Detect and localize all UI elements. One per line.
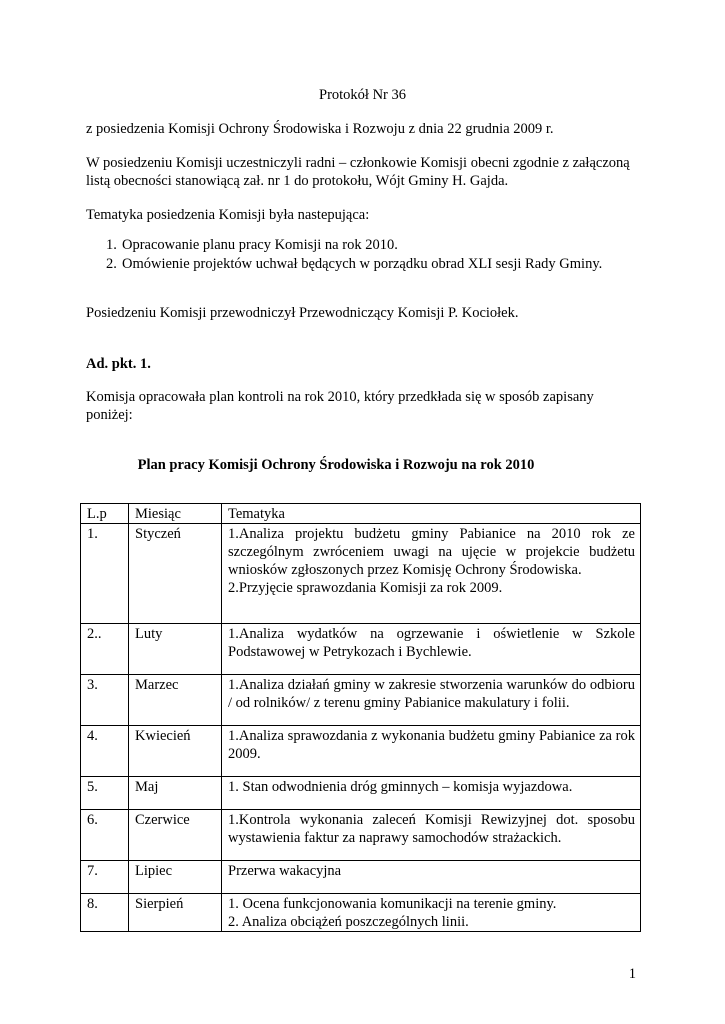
row-lp: 4. (81, 726, 129, 777)
row-lp: 8. (81, 894, 129, 932)
row-lp: 5. (81, 777, 129, 810)
row-topics (222, 894, 641, 932)
topic-text: 1.Kontrola wykonania zaleceń Komisji Rewizyjnej dot. sposobu wystawienia faktur za naprawy samochodów strażackich. (228, 812, 635, 846)
section-text-line-2: poniżej: (86, 407, 133, 423)
topic-text: Przerwa wakacyjna (228, 863, 342, 879)
participants-line-2: listą obecności stanowiącą zał. nr 1 do protokołu, Wójt Gminy H. Gajda. (86, 173, 509, 189)
agenda-item: 2. Omówienie projektów uchwał będących w porządku obrad XLI sesji Rady Gminy. (106, 256, 603, 272)
topic-text: 1. Ocena funkcjonowania komunikacji na terenie gminy. (228, 896, 557, 912)
table-header-row (81, 504, 641, 524)
topic-text: 1.Analiza wydatków na ogrzewanie i oświetlenie w Szkole Podstawowej w Petrykozach i Bychlewie. (228, 626, 635, 660)
topic-text: 2.Przyjęcie sprawozdania Komisji za rok 2009. (228, 580, 503, 596)
participants-line-1: W posiedzeniu Komisji uczestniczyli radni – członkowie Komisji obecni zgodnie z załączoną (86, 155, 630, 171)
row-lp: 1. (81, 524, 129, 624)
row-topics (222, 861, 641, 894)
row-month: Styczeń (129, 524, 222, 624)
table-row (81, 624, 641, 675)
table-row (81, 777, 641, 810)
table-row (81, 810, 641, 861)
agenda-intro: Tematyka posiedzenia Komisji była nastepująca: (86, 207, 370, 223)
row-month: Maj (129, 777, 222, 810)
row-lp: 2.. (81, 624, 129, 675)
row-topics (222, 777, 641, 810)
table-row (81, 524, 641, 624)
row-lp: 6. (81, 810, 129, 861)
row-lp: 3. (81, 675, 129, 726)
section-heading: Ad. pkt. 1. (86, 356, 151, 372)
header-topics: Tematyka (222, 504, 641, 524)
plan-table (80, 503, 641, 932)
document-title: Protokół Nr 36 (319, 87, 406, 103)
table-row (81, 861, 641, 894)
topic-text: 2. Analiza obciążeń poszczególnych linii. (228, 914, 469, 930)
section-text-line-1: Komisja opracowała plan kontroli na rok 2010, który przedkłada się w sposób zapisany (86, 389, 594, 405)
row-lp: 7. (81, 861, 129, 894)
plan-title: Plan pracy Komisji Ochrony Środowiska i Rozwoju na rok 2010 (137, 457, 535, 473)
row-month: Lipiec (129, 861, 222, 894)
agenda-item: 1. Opracowanie planu pracy Komisji na rok 2010. (106, 237, 398, 253)
table-row (81, 726, 641, 777)
row-month: Luty (129, 624, 222, 675)
row-topics (222, 810, 641, 861)
row-topics (222, 675, 641, 726)
chair-statement: Posiedzeniu Komisji przewodniczył Przewodniczący Komisji P. Kociołek. (86, 305, 519, 321)
agenda-list (86, 236, 602, 274)
page-number: 1 (628, 966, 636, 982)
row-month: Kwiecień (129, 726, 222, 777)
topic-text: 1.Analiza działań gminy w zakresie stworzenia warunków do odbioru / od rolników/ z terenu gminy Pabianice makulatury i folii. (228, 677, 635, 711)
table-row (81, 675, 641, 726)
row-month: Marzec (129, 675, 222, 726)
document-subtitle: z posiedzenia Komisji Ochrony Środowiska i Rozwoju z dnia 22 grudnia 2009 r. (86, 121, 554, 137)
header-lp: L.p (81, 504, 129, 524)
topic-text: 1. Stan odwodnienia dróg gminnych – komisja wyjazdowa. (228, 779, 573, 795)
header-month: Miesiąc (129, 504, 222, 524)
row-topics (222, 624, 641, 675)
row-topics (222, 726, 641, 777)
row-month: Sierpień (129, 894, 222, 932)
row-topics (222, 524, 641, 624)
row-month: Czerwice (129, 810, 222, 861)
topic-text: 1.Analiza projektu budżetu gminy Pabianice na 2010 rok ze szczególnym zwróceniem uwagi na ujęcie w projekcie budżetu wniosków zgłoszonych przez Komisję Ochrony Środowiska. (228, 526, 635, 578)
table-row (81, 894, 641, 932)
topic-text: 1.Analiza sprawozdania z wykonania budżetu gminy Pabianice za rok 2009. (228, 728, 635, 762)
